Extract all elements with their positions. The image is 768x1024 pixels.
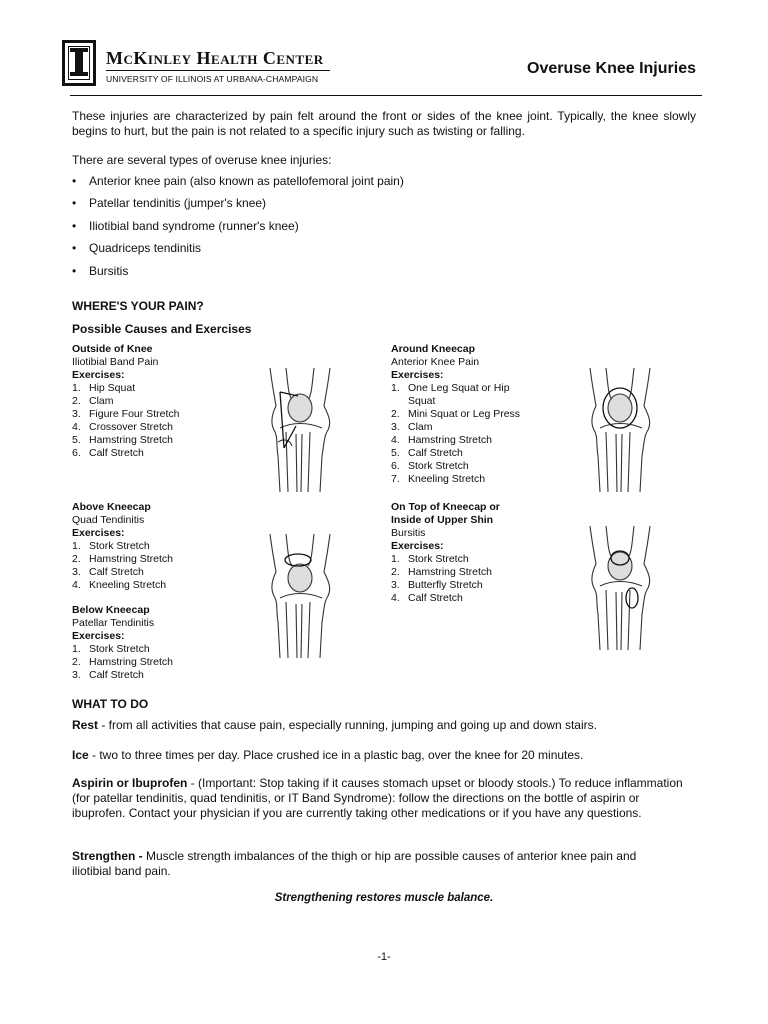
list-item: 3. Calf Stretch (72, 669, 144, 681)
exercise-list (391, 553, 566, 605)
intro-paragraph: These injuries are characterized by pain felt around the front or sides of the knee joint. Typically, the knee slowly begins to hurt, but the pain is not related to a specific injury such as twisting or falling. (72, 109, 696, 138)
aspirin-paragraph (72, 776, 692, 821)
strengthen-text: Muscle strength imbalances of the thigh or hip are possible causes of anterior knee pain and iliotibial band pain. (72, 849, 637, 878)
list-item: • Bursitis (72, 264, 404, 286)
list-item: 5. Hamstring Stretch (72, 434, 174, 446)
exercise-list (72, 540, 262, 592)
knee-illustration-outside (262, 364, 338, 494)
knee-illustration-around (582, 364, 658, 494)
org-name: McKinley Health Center (106, 48, 324, 68)
list-item: • Anterior knee pain (also known as patellofemoral joint pain) (72, 174, 404, 196)
list-item: 2. Clam (72, 395, 114, 407)
types-intro: There are several types of overuse knee injuries: (72, 153, 332, 167)
exercise-list (72, 643, 262, 682)
exercises-label: Exercises: (72, 630, 125, 642)
list-item: • Patellar tendinitis (jumper's knee) (72, 196, 404, 218)
condition-name: Patellar Tendinitis (72, 617, 155, 629)
rest-text: - from all activities that cause pain, especially running, jumping and going up and down stairs. (98, 718, 597, 732)
top-kneecap-section (391, 501, 566, 605)
location-heading: Below Kneecap (72, 604, 150, 616)
exercises-label: Exercises: (72, 369, 125, 381)
condition-name: Iliotibial Band Pain (72, 356, 159, 368)
below-kneecap-section (72, 604, 262, 682)
list-item: • Quadriceps tendinitis (72, 241, 404, 263)
outside-knee-section (72, 343, 262, 460)
tagline: Strengthening restores muscle balance. (274, 892, 494, 904)
org-divider (106, 70, 330, 71)
ice-text: - two to three times per day. Place crushed ice in a plastic bag, over the knee for 20 minutes. (88, 748, 584, 762)
strengthen-paragraph (72, 849, 672, 879)
list-item: 2. Mini Squat or Leg Press (391, 408, 521, 420)
knee-illustration-above (262, 530, 338, 660)
location-heading: Outside of Knee (72, 343, 153, 355)
what-to-do-heading: WHAT TO DO (72, 697, 149, 711)
document-title: Overuse Knee Injuries (527, 60, 696, 77)
list-item: 1. Stork Stretch (72, 540, 150, 552)
list-item: 1. Hip Squat (72, 382, 136, 394)
list-item: 1. One Leg Squat or Hip Squat (391, 382, 510, 407)
list-item: 5. Calf Stretch (391, 447, 463, 459)
list-item: 3. Butterfly Stretch (391, 579, 483, 591)
around-kneecap-section (391, 343, 566, 486)
list-item: • Iliotibial band syndrome (runner's knee) (72, 219, 404, 241)
injury-types-list (72, 174, 404, 286)
list-item: 3. Figure Four Stretch (72, 408, 180, 420)
rest-label: Rest (72, 718, 99, 732)
list-item: 3. Clam (391, 421, 433, 433)
knee-illustration-top (582, 522, 658, 652)
condition-name: Bursitis (391, 527, 426, 539)
strengthen-label: Strengthen - (72, 849, 143, 863)
condition-name: Quad Tendinitis (72, 514, 145, 526)
where-heading: WHERE'S YOUR PAIN? (72, 299, 204, 313)
ice-label: Ice (72, 748, 89, 762)
causes-heading: Possible Causes and Exercises (72, 322, 252, 336)
list-item: 2. Hamstring Stretch (391, 566, 493, 578)
exercise-list (72, 382, 262, 460)
condition-name: Anterior Knee Pain (391, 356, 480, 368)
list-item: 6. Calf Stretch (72, 447, 144, 459)
exercises-label: Exercises: (391, 369, 444, 381)
location-heading: On Top of Kneecap or (391, 501, 500, 513)
list-item: 2. Hamstring Stretch (72, 656, 174, 668)
location-heading-line2: Inside of Upper Shin (391, 514, 494, 526)
university-logo (62, 40, 96, 86)
location-heading: Around Kneecap (391, 343, 476, 355)
rest-paragraph (72, 718, 696, 733)
location-heading: Above Kneecap (72, 501, 151, 513)
org-subtitle: UNIVERSITY OF ILLINOIS AT URBANA-CHAMPAIGN (106, 74, 319, 84)
aspirin-label: Aspirin or Ibuprofen (72, 776, 188, 790)
exercises-label: Exercises: (391, 540, 444, 552)
list-item: 4. Hamstring Stretch (391, 434, 493, 446)
list-item: 2. Hamstring Stretch (72, 553, 174, 565)
list-item: 1. Stork Stretch (72, 643, 150, 655)
header-divider (70, 95, 702, 96)
exercise-list (391, 382, 566, 486)
list-item: 3. Calf Stretch (72, 566, 144, 578)
list-item: 4. Crossover Stretch (72, 421, 174, 433)
list-item: 4. Kneeling Stretch (72, 579, 167, 591)
ice-paragraph (72, 748, 696, 763)
page-number: -1- (377, 951, 391, 963)
list-item: 1. Stork Stretch (391, 553, 469, 565)
list-item: 7. Kneeling Stretch (391, 473, 486, 485)
list-item: 6. Stork Stretch (391, 460, 469, 472)
aspirin-text: - (Important: Stop taking if it causes stomach upset or bloody stools.) To reduce inflammation (for patellar tendinitis, quad tendinitis, or IT Band Syndrome): follow the directions on the bottle of aspirin or ibuprofen. Contact your physician if you are currently taking other medications or if you have any questions. (72, 776, 683, 820)
above-kneecap-section (72, 501, 262, 592)
list-item: 4. Calf Stretch (391, 592, 463, 604)
exercises-label: Exercises: (72, 527, 125, 539)
